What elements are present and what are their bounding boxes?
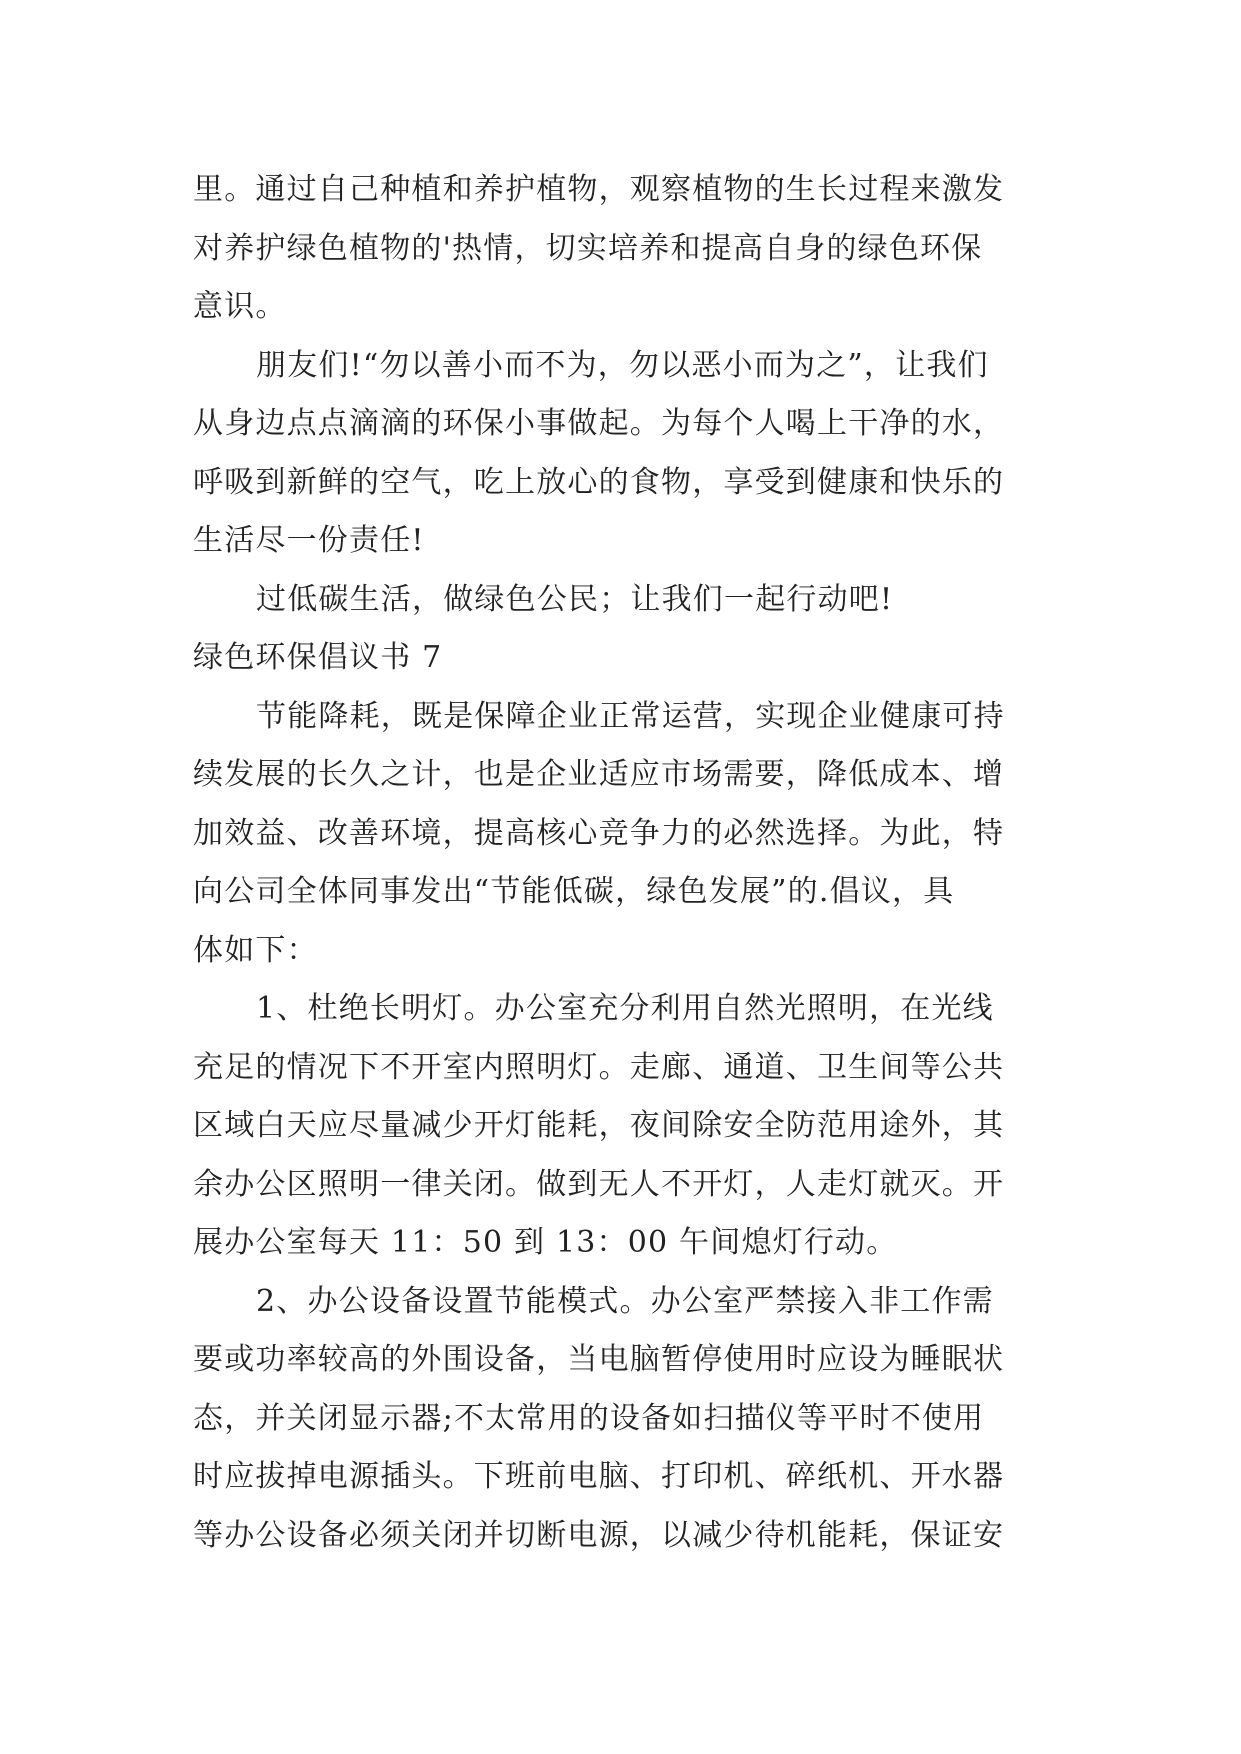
text-line: 续发展的长久之计，也是企业适应市场需要，降低成本、增: [193, 757, 1005, 792]
text-line: 时应拔掉电源插头。下班前电脑、打印机、碎纸机、开水器: [193, 1459, 1005, 1494]
paragraph-start-line: 朋友们!“勿以善小而不为，勿以恶小而为之”，让我们: [256, 347, 989, 383]
text-line: 呼吸到新鲜的空气，吃上放心的食物，享受到健康和快乐的: [193, 464, 1005, 500]
text-line: 对养护绿色植物的'热情，切实培养和提高自身的绿色环保: [193, 230, 983, 266]
text-line: 余办公区照明一律关闭。做到无人不开灯，人走灯就灭。开: [193, 1166, 1005, 1202]
text-line: 展办公室每天 11：50 到 13：00 午间熄灯行动。: [193, 1225, 898, 1260]
text-line: 加效益、改善环境，提高核心竞争力的必然选择。为此，特: [193, 815, 1005, 851]
document-body: [193, 161, 1053, 1565]
text-line: 意识。: [193, 289, 287, 324]
list-item-line: 2、办公设备设置节能模式。办公室严禁接入非工作需: [256, 1283, 994, 1319]
text-line: 里。通过自己种植和养护植物，观察植物的生长过程来激发: [193, 172, 1005, 207]
text-line: 生活尽一份责任!: [193, 523, 425, 558]
list-item-line: 1、杜绝长明灯。办公室充分利用自然光照明，在光线: [256, 991, 994, 1026]
text-line: 从身边点点滴滴的环保小事做起。为每个人喝上干净的水，: [193, 406, 1005, 441]
section-heading: 绿色环保倡议书 7: [193, 640, 443, 675]
paragraph-start-line: 节能降耗，既是保障企业正常运营，实现企业健康可持: [256, 698, 1005, 734]
paragraph-start-line: 过低碳生活，做绿色公民；让我们一起行动吧!: [256, 581, 894, 617]
text-line: 向公司全体同事发出“节能低碳，绿色发展”的.倡议，具: [193, 874, 955, 909]
text-line: 等办公设备必须关闭并切断电源，以减少待机能耗，保证安: [193, 1517, 1005, 1553]
text-line: 要或功率较高的外围设备，当电脑暂停使用时应设为睡眠状: [193, 1342, 1005, 1377]
text-line: 充足的情况下不开室内照明灯。走廊、通道、卫生间等公共: [193, 1049, 1005, 1085]
text-line: 体如下：: [193, 932, 318, 968]
text-line: 态，并关闭显示器;不太常用的设备如扫描仪等平时不使用: [193, 1400, 985, 1436]
text-line: 区域白天应尽量减少开灯能耗，夜间除安全防范用途外，其: [193, 1108, 1005, 1143]
